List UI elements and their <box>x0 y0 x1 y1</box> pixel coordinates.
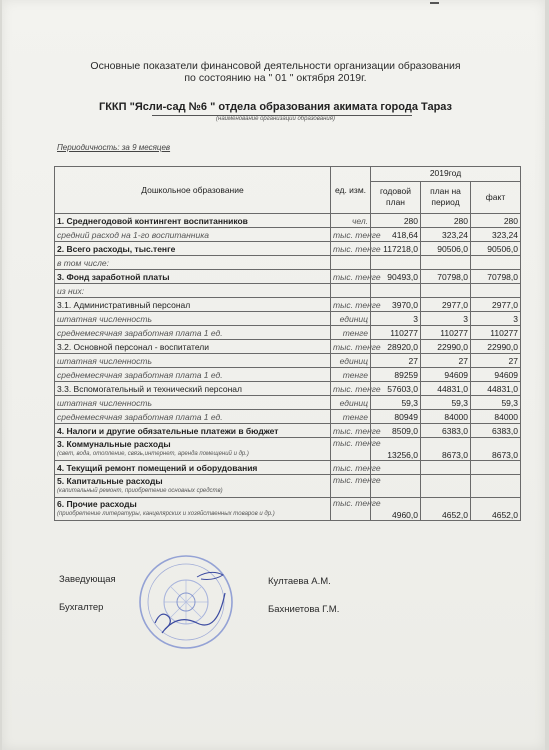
row-unit: тыс. тенге <box>331 475 371 498</box>
row-sublabel: (приобретение литературы, канцелярских и хозяйственных товаров и др.) <box>57 511 275 517</box>
row-plan: 90506,0 <box>421 242 471 256</box>
row-label: 3.2. Основной персонал - воспитатели <box>57 341 209 352</box>
row-label: 1. Среднегодовой контингент воспитанников <box>57 215 248 226</box>
table-row <box>55 354 521 368</box>
row-name <box>55 410 331 424</box>
row-fact: 110277 <box>471 326 521 340</box>
row-sublabel: (капитальный ремонт, приобретение основных средств) <box>57 488 223 494</box>
organization-name: ГККП "Ясли-сад №6 " отдела образования акимата города Тараз <box>98 101 453 113</box>
table-row <box>55 284 521 298</box>
row-unit: тенге <box>331 326 371 340</box>
row-fact: 90506,0 <box>471 242 521 256</box>
row-annual: 110277 <box>371 326 421 340</box>
row-annual: 280 <box>371 214 421 228</box>
row-plan: 70798,0 <box>421 270 471 284</box>
table-row <box>55 382 521 396</box>
table-row <box>55 475 521 498</box>
row-name <box>55 298 331 312</box>
table-row <box>55 396 521 410</box>
row-fact: 44831,0 <box>471 382 521 396</box>
row-plan <box>421 284 471 298</box>
row-label: 3. Коммунальные расходы <box>57 439 171 449</box>
row-unit: тенге <box>331 410 371 424</box>
row-plan: 8673,0 <box>421 438 471 461</box>
row-fact: 4652,0 <box>471 498 521 521</box>
row-name <box>55 228 331 242</box>
row-annual: 57603,0 <box>371 382 421 396</box>
row-fact: 59,3 <box>471 396 521 410</box>
report-title-line1: Основные показатели финансовой деятельности организации образования <box>90 60 461 72</box>
row-label: 2. Всего расходы, тыс.тенге <box>57 243 176 254</box>
row-plan: 44831,0 <box>421 382 471 396</box>
row-annual: 13256,0 <box>371 438 421 461</box>
row-fact: 22990,0 <box>471 340 521 354</box>
document-page <box>2 0 545 750</box>
head-title: Заведующая <box>59 574 116 585</box>
row-name <box>55 256 331 270</box>
table-row <box>55 256 521 270</box>
accountant-title: Бухгалтер <box>59 602 104 613</box>
row-label: 4. Текущий ремонт помещений и оборудования <box>57 462 258 473</box>
report-title-line2: по состоянию на " 01 " октября 2019г. <box>184 72 367 84</box>
official-stamp <box>137 553 235 651</box>
header-unit: ед. изм. <box>331 167 371 214</box>
row-fact: 280 <box>471 214 521 228</box>
table-row <box>55 298 521 312</box>
row-plan: 2977,0 <box>421 298 471 312</box>
row-label: 3.3. Вспомогательный и технический персонал <box>57 383 242 394</box>
row-label: из них: <box>57 285 85 296</box>
row-unit: чел. <box>331 214 371 228</box>
row-fact: 70798,0 <box>471 270 521 284</box>
row-unit: единиц <box>331 312 371 326</box>
periodicity: Периодичность: за 9 месяцев <box>57 143 171 152</box>
row-label: 3.1. Административный персонал <box>57 299 191 310</box>
row-name <box>55 242 331 256</box>
row-label: среднемесячная заработная плата 1 ед. <box>57 327 223 338</box>
row-label: среднемесячная заработная плата 1 ед. <box>57 369 223 380</box>
row-annual: 117218,0 <box>371 242 421 256</box>
table-row <box>55 270 521 284</box>
row-annual <box>371 256 421 270</box>
row-unit: тыс. тенге <box>331 424 371 438</box>
row-label: штатная численность <box>57 397 152 408</box>
accountant-name: Бахниетова Г.М. <box>268 604 340 615</box>
row-plan <box>421 256 471 270</box>
row-unit <box>331 256 371 270</box>
row-label: 5. Капитальные расходы <box>57 476 163 486</box>
row-name <box>55 284 331 298</box>
header-period-plan: план на период <box>421 181 471 213</box>
row-annual: 27 <box>371 354 421 368</box>
row-label: штатная численность <box>57 355 152 366</box>
row-unit: тыс. тенге <box>331 270 371 284</box>
row-label: среднемесячная заработная плата 1 ед. <box>57 411 223 422</box>
table-row <box>55 438 521 461</box>
row-plan: 94609 <box>421 368 471 382</box>
row-unit: единиц <box>331 354 371 368</box>
row-annual: 8509,0 <box>371 424 421 438</box>
organization-note: (наименование организации образования) <box>216 116 335 122</box>
row-fact <box>471 461 521 475</box>
table-row <box>55 461 521 475</box>
row-name <box>55 475 331 498</box>
row-fact: 323,24 <box>471 228 521 242</box>
row-unit: тыс. тенге <box>331 298 371 312</box>
row-annual: 59,3 <box>371 396 421 410</box>
scan-mark <box>430 2 439 4</box>
header-fact: факт <box>471 181 521 213</box>
row-fact: 2977,0 <box>471 298 521 312</box>
header-year: 2019год <box>371 167 521 182</box>
row-plan: 27 <box>421 354 471 368</box>
row-name <box>55 326 331 340</box>
row-name <box>55 214 331 228</box>
row-unit: тыс. тенге <box>331 382 371 396</box>
head-name: Култаева А.М. <box>268 576 331 587</box>
row-name <box>55 368 331 382</box>
row-fact <box>471 256 521 270</box>
table-row <box>55 326 521 340</box>
row-fact <box>471 475 521 498</box>
header-name: Дошкольное образование <box>55 167 331 214</box>
row-fact: 8673,0 <box>471 438 521 461</box>
row-unit <box>331 284 371 298</box>
row-annual: 28920,0 <box>371 340 421 354</box>
row-label: 3. Фонд заработной платы <box>57 271 170 282</box>
row-annual: 80949 <box>371 410 421 424</box>
row-annual: 90493,0 <box>371 270 421 284</box>
row-unit: единиц <box>331 396 371 410</box>
table-row <box>55 340 521 354</box>
row-name <box>55 354 331 368</box>
table-row <box>55 242 521 256</box>
row-annual: 418,64 <box>371 228 421 242</box>
row-fact: 84000 <box>471 410 521 424</box>
row-annual: 4960,0 <box>371 498 421 521</box>
row-annual <box>371 284 421 298</box>
row-unit: тыс. тенге <box>331 242 371 256</box>
row-name <box>55 396 331 410</box>
table-row <box>55 410 521 424</box>
table-row <box>55 368 521 382</box>
row-plan: 323,24 <box>421 228 471 242</box>
row-fact: 27 <box>471 354 521 368</box>
row-unit: тенге <box>331 368 371 382</box>
row-fact <box>471 284 521 298</box>
row-name <box>55 498 331 521</box>
row-unit: тыс. тенге <box>331 438 371 461</box>
row-fact: 3 <box>471 312 521 326</box>
row-plan: 4652,0 <box>421 498 471 521</box>
row-label: в том числе: <box>57 257 109 268</box>
row-plan: 22990,0 <box>421 340 471 354</box>
row-annual: 3970,0 <box>371 298 421 312</box>
row-label: 4. Налоги и другие обязательные платежи в бюджет <box>57 425 279 436</box>
row-name <box>55 312 331 326</box>
row-plan <box>421 461 471 475</box>
table-row <box>55 498 521 521</box>
row-unit: тыс. тенге <box>331 228 371 242</box>
row-plan: 59,3 <box>421 396 471 410</box>
row-unit: тыс. тенге <box>331 498 371 521</box>
row-plan: 3 <box>421 312 471 326</box>
row-label: штатная численность <box>57 313 152 324</box>
row-name <box>55 340 331 354</box>
row-name <box>55 382 331 396</box>
row-plan <box>421 475 471 498</box>
table-row <box>55 214 521 228</box>
row-plan: 110277 <box>421 326 471 340</box>
row-unit: тыс. тенге <box>331 461 371 475</box>
row-fact: 6383,0 <box>471 424 521 438</box>
row-name <box>55 461 331 475</box>
table-row <box>55 424 521 438</box>
row-label: 6. Прочие расходы <box>57 499 137 509</box>
row-sublabel: (свет, вода, отопление, связь,интернет, аренда помещений и др.) <box>57 451 249 457</box>
row-label: средний расход на 1-го воспитанника <box>57 229 209 240</box>
row-name <box>55 270 331 284</box>
header-annual-plan: годовой план <box>371 181 421 213</box>
row-fact: 94609 <box>471 368 521 382</box>
financial-table <box>54 166 521 521</box>
row-plan: 84000 <box>421 410 471 424</box>
row-plan: 6383,0 <box>421 424 471 438</box>
row-annual: 3 <box>371 312 421 326</box>
table-row <box>55 228 521 242</box>
table-body <box>55 214 521 521</box>
row-name <box>55 424 331 438</box>
row-plan: 280 <box>421 214 471 228</box>
row-unit: тыс. тенге <box>331 340 371 354</box>
table-row <box>55 312 521 326</box>
row-annual: 89259 <box>371 368 421 382</box>
row-name <box>55 438 331 461</box>
